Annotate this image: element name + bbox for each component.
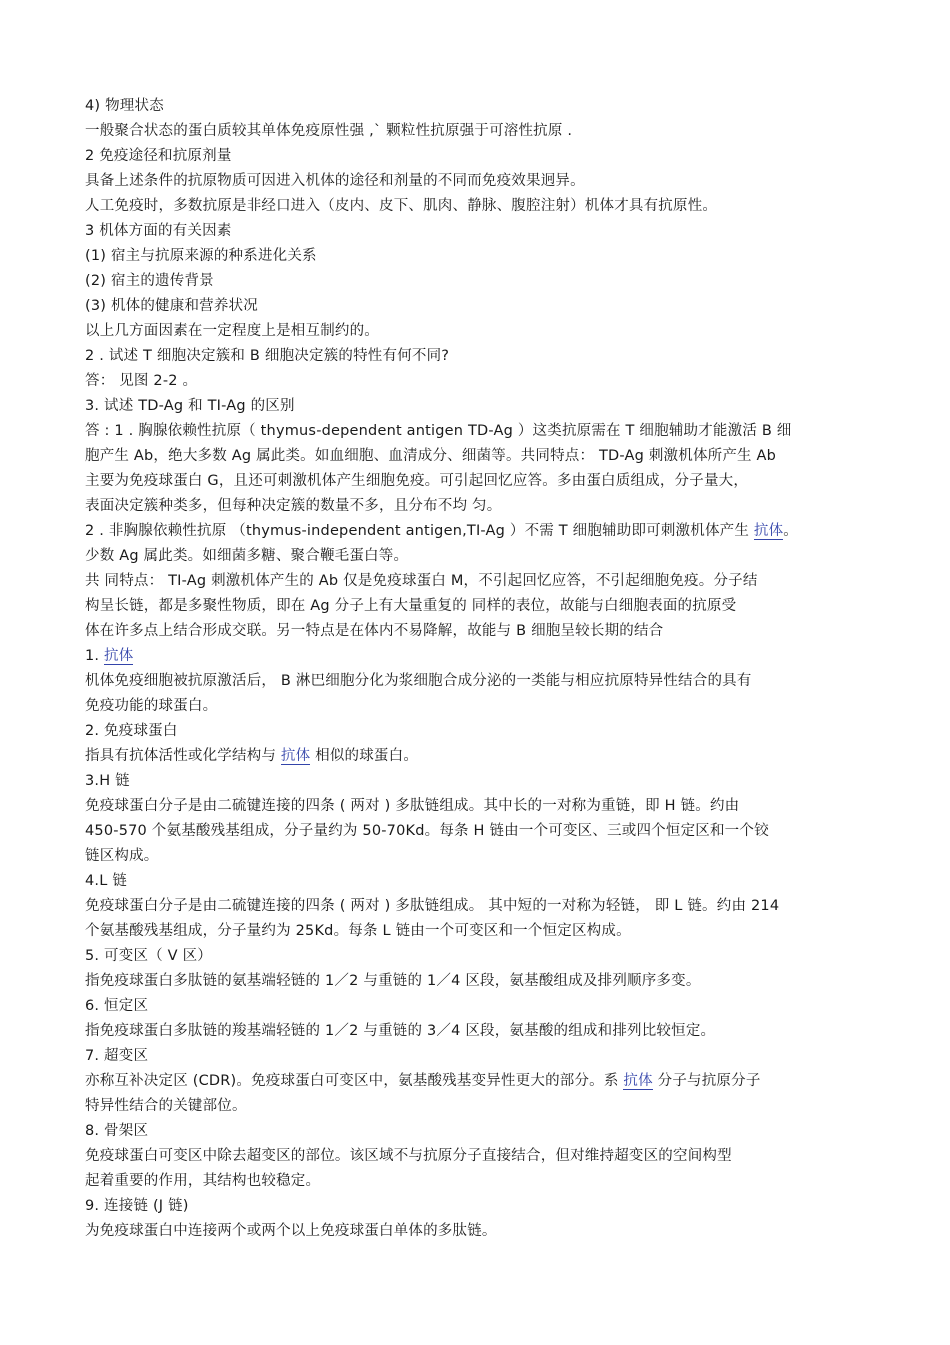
line-text: 指具有抗体活性或化学结构与 [85, 748, 281, 764]
line-text: 2 . 非胸腺依赖性抗原 （thymus-independent antigen,TI-Ag ）不需 T 细胞辅助即可刺激机体产生 [85, 523, 754, 539]
text-line: 免疫球蛋白可变区中除去超变区的部位。该区域不与抗原分子直接结合，但对维持超变区的空间构型 [85, 1148, 732, 1164]
text-line: 指免疫球蛋白多肽链的氨基端轻链的 1／2 与重链的 1／4 区段，氨基酸组成及排列顺序多变。 [85, 973, 701, 989]
text-line: 指免疫球蛋白多肽链的羧基端轻链的 1／2 与重链的 3／4 区段，氨基酸的组成和排列比较恒定。 [85, 1023, 716, 1039]
text-line: 450-570 个氨基酸残基组成，分子量约为 50-70Kd。每条 H 链由一个可变区、三或四个恒定区和一个铰 [85, 823, 769, 839]
text-line [85, 646, 875, 666]
antibody-link[interactable]: 抗体 [280, 748, 311, 764]
text-line: 7. 超变区 [85, 1048, 149, 1064]
text-line [85, 1071, 875, 1091]
text-line: 6. 恒定区 [85, 998, 149, 1014]
text-line: 3.H 链 [85, 773, 130, 789]
text-line: 答 : 1 . 胸腺依赖性抗原（ thymus-dependent antigen TD-Ag ）这类抗原需在 T 细胞辅助才能激活 B 细 [85, 423, 792, 439]
text-line: 9. 连接链 (J 链) [85, 1198, 189, 1214]
text-line: 一般聚合状态的蛋白质较其单体免疫原性强 ,` 颗粒性抗原强于可溶性抗原 . [85, 123, 573, 139]
text-line: 答： 见图 2-2 。 [85, 373, 198, 389]
text-line: (2) 宿主的遗传背景 [85, 273, 214, 289]
text-line: 个氨基酸残基组成，分子量约为 25Kd。每条 L 链由一个可变区和一个恒定区构成。 [85, 923, 631, 939]
text-line [85, 521, 875, 541]
text-line: 共 同特点： TI-Ag 刺激机体产生的 Ab 仅是免疫球蛋白 M，不引起回忆应答，不引起细胞免疫。分子结 [85, 573, 758, 589]
text-line: 4) 物理状态 [85, 98, 164, 114]
line-text: 。 [783, 523, 798, 539]
text-line: 具备上述条件的抗原物质可因进入机体的途径和剂量的不同而免疫效果迥异。 [85, 173, 585, 189]
text-line: 胞产生 Ab，绝大多数 Ag 属此类。如血细胞、血清成分、细菌等。共同特点： TD-Ag 刺激机体所产生 Ab [85, 448, 777, 464]
text-line: 特异性结合的关键部位。 [85, 1098, 247, 1114]
text-line: 为免疫球蛋白中连接两个或两个以上免疫球蛋白单体的多肽链。 [85, 1223, 497, 1239]
text-line: 主要为免疫球蛋白 G，且还可刺激机体产生细胞免疫。可引起回忆应答。多由蛋白质组成，分子量大， [85, 473, 749, 489]
text-line: 少数 Ag 属此类。如细菌多糖、聚合鞭毛蛋白等。 [85, 548, 409, 564]
antibody-link[interactable]: 抗体 [753, 523, 784, 539]
text-line: 人工免疫时，多数抗原是非经口进入（皮内、皮下、肌肉、静脉、腹腔注射）机体才具有抗原性。 [85, 198, 718, 214]
text-line: 2. 免疫球蛋白 [85, 723, 178, 739]
text-line: 机体免疫细胞被抗原激活后， B 淋巴细胞分化为浆细胞合成分泌的一类能与相应抗原特异性结合的具有 [85, 673, 752, 689]
text-line: 起着重要的作用，其结构也较稳定。 [85, 1173, 321, 1189]
text-line: 3 机体方面的有关因素 [85, 223, 232, 239]
antibody-link[interactable]: 抗体 [104, 648, 134, 664]
text-line: 2 . 试述 T 细胞决定簇和 B 细胞决定簇的特性有何不同? [85, 348, 450, 364]
text-line: 免疫球蛋白分子是由二硫键连接的四条 ( 两对 ) 多肽链组成。 其中短的一对称为轻链， 即 L 链。约由 214 [85, 898, 780, 914]
text-line: 免疫球蛋白分子是由二硫键连接的四条 ( 两对 ) 多肽链组成。其中长的一对称为重链，即 H 链。约由 [85, 798, 740, 814]
text-line: 以上几方面因素在一定程度上是相互制约的。 [85, 323, 379, 339]
line-text: 亦称互补决定区 (CDR)。免疫球蛋白可变区中，氨基酸残基变异性更大的部分。系 [85, 1073, 624, 1089]
text-line: (3) 机体的健康和营养状况 [85, 298, 258, 314]
text-line: 5. 可变区（ V 区） [85, 948, 212, 964]
text-line: 8. 骨架区 [85, 1123, 149, 1139]
text-line: 3. 试述 TD-Ag 和 TI-Ag 的区别 [85, 398, 295, 414]
text-line: (1) 宿主与抗原来源的种系进化关系 [85, 248, 317, 264]
text-line: 表面决定簇种类多，但每种决定簇的数量不多，且分布不均 匀。 [85, 498, 502, 514]
text-line: 免疫功能的球蛋白。 [85, 698, 218, 714]
line-text: 分子与抗原分子 [652, 1073, 761, 1089]
text-line: 4.L 链 [85, 873, 128, 889]
text-line: 体在许多点上结合形成交联。另一特点是在体内不易降解，故能与 B 细胞呈较长期的结合 [85, 623, 664, 639]
line-text: 1. [85, 648, 105, 664]
text-line: 链区构成。 [85, 848, 159, 864]
text-line: 2 免疫途径和抗原剂量 [85, 148, 232, 164]
text-line [85, 746, 875, 766]
line-text: 相似的球蛋白。 [310, 748, 419, 764]
antibody-link[interactable]: 抗体 [623, 1073, 653, 1089]
text-line: 构呈长链，都是多聚性物质，即在 Ag 分子上有大量重复的 同样的表位，故能与白细胞表面的抗原受 [85, 598, 737, 614]
